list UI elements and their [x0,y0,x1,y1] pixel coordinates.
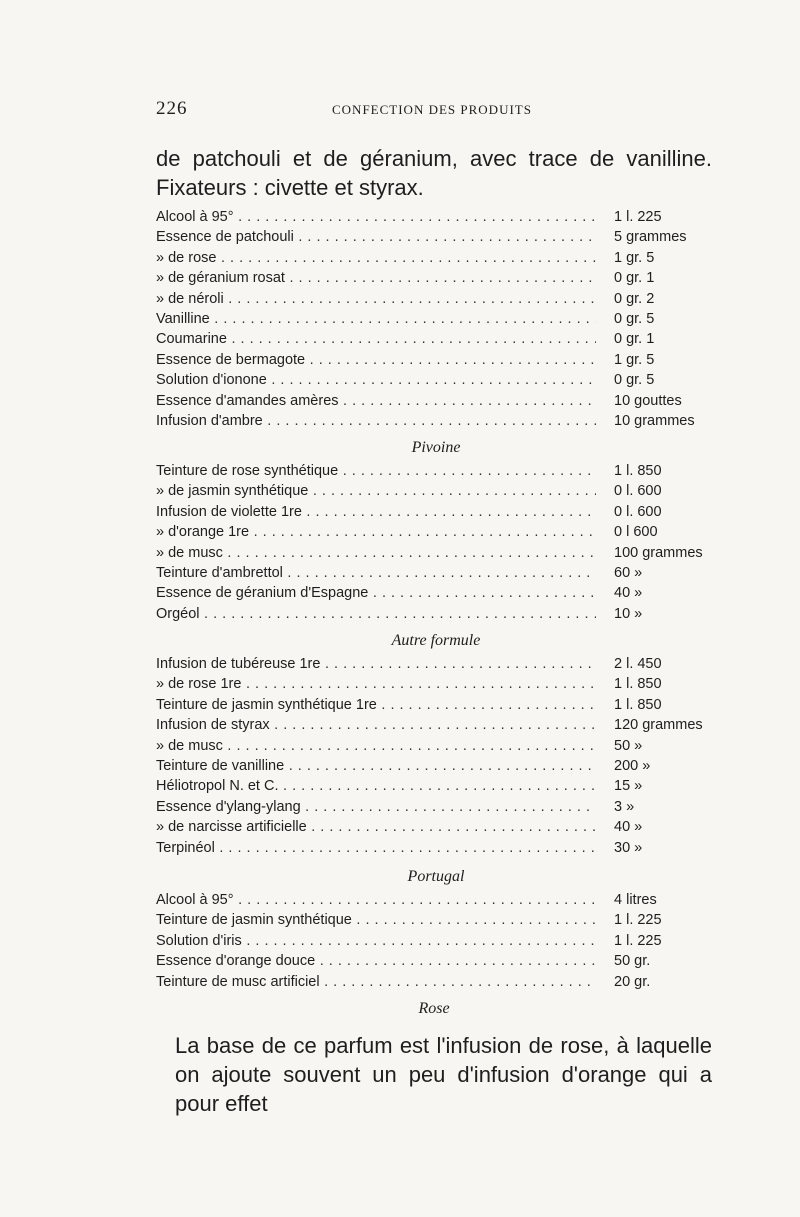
ingredient-quantity: 0 gr. 5 [614,310,655,327]
recipe-row [156,522,716,542]
section-title-portugal: Portugal [407,868,465,885]
ingredient-label: Teinture de vanilline . . . [156,756,596,776]
recipe-row [156,207,716,227]
recipe-list-pivoine [156,437,716,624]
recipe-row [156,736,716,756]
recipe-row [156,838,716,858]
ingredient-label: » de jasmin synthétique . . . [156,481,596,501]
ingredient-quantity: 2 l. 450 [614,656,662,672]
recipe-row [156,972,716,992]
ingredient-label: Terpinéol . . . [156,838,596,858]
recipe-row [156,674,716,694]
ingredient-label: Héliotropol N. et C. . . . [156,776,596,796]
ingredient-quantity: 1 gr. 5 [614,351,655,368]
recipe-row [156,563,716,583]
ingredient-quantity: 0 l. 600 [614,503,662,520]
ingredient-label: » de narcisse artificielle . . . [156,817,596,837]
recipe-row [156,543,716,563]
ingredient-quantity: 40 » [614,819,643,836]
ingredient-label: » d'orange 1re . . . [156,522,596,542]
ingredient-quantity: 10 gouttes [614,392,682,409]
recipe-list-portugal [156,866,716,992]
ingredient-label: Teinture de rose synthétique . . . [156,461,596,481]
ingredient-quantity: 0 gr. 1 [614,331,655,348]
ingredient-label: Infusion de violette 1re . . . [156,502,596,522]
ingredient-label: Essence d'ylang-ylang . . . [156,797,596,817]
recipe-row [156,502,716,522]
ingredient-label: » de rose 1re . . . [156,674,596,694]
ingredient-label: » de rose . . . [156,248,596,268]
recipe-row [156,461,716,481]
ingredient-quantity: 0 gr. 5 [614,372,655,389]
recipe-row [156,268,716,288]
recipe-row [156,654,716,674]
recipe-row [156,797,716,817]
ingredient-label: Teinture d'ambrettol . . . [156,563,596,583]
ingredient-quantity: 100 grammes [614,544,703,561]
ingredient-label: Alcool à 95° . . . [156,890,596,910]
section-title-rose: Rose [418,1000,450,1017]
ingredient-quantity: 1 l. 850 [614,463,662,479]
ingredient-label: Coumarine . . . [156,329,596,349]
ingredient-quantity: 0 gr. 1 [614,270,655,287]
recipe-row [156,289,716,309]
recipe-row [156,890,716,910]
ingredient-quantity: 5 grammes [614,229,687,246]
recipe-row [156,329,716,349]
ingredient-quantity: 50 » [614,737,643,754]
ingredient-label: Infusion de styrax . . . [156,715,596,735]
ingredient-quantity: 50 gr. [614,953,651,970]
recipe-row [156,910,716,930]
section-title-pivoine: Pivoine [411,439,461,456]
section-title-autre-formule: Autre formule [391,632,481,649]
ingredient-label: Alcool à 95° . . . [156,207,596,227]
recipe-row [156,248,716,268]
page-header [156,98,712,122]
ingredient-label: Solution d'ionone . . . [156,370,596,390]
ingredient-label: Vanilline . . . [156,309,596,329]
recipe-row [156,695,716,715]
ingredient-label: Essence de géranium d'Espagne . . . [156,583,596,603]
recipe-row [156,817,716,837]
ingredient-label: » de néroli . . . [156,289,596,309]
recipe-row [156,370,716,390]
ingredient-quantity: 40 » [614,585,643,602]
ingredient-label: » de géranium rosat . . . [156,268,596,288]
ingredient-quantity: 60 » [614,564,643,581]
ingredient-quantity: 1 l. 225 [614,209,662,225]
recipe-row [156,951,716,971]
ingredient-label: Essence d'amandes amères . . . [156,391,596,411]
ingredient-quantity: 0 l. 600 [614,483,662,500]
ingredient-label: Teinture de jasmin synthétique . . . [156,910,596,930]
ingredient-quantity: 1 l. 225 [614,932,662,949]
page-number: 226 [156,98,188,119]
ingredient-label: Solution d'iris . . . [156,931,596,951]
ingredient-quantity: 0 gr. 2 [614,290,655,307]
recipe-row [156,776,716,796]
ingredient-label: Essence de patchouli . . . [156,227,596,247]
ingredient-label: Infusion d'ambre . . . [156,411,596,431]
recipe-row [156,481,716,501]
recipe-row [156,309,716,329]
recipe-list-main [156,207,716,431]
ingredient-quantity: 1 l. 850 [614,696,662,713]
ingredient-quantity: 120 grammes [614,717,703,734]
recipe-list-autre [156,630,716,858]
ingredient-quantity: 200 » [614,757,651,774]
ingredient-label: Essence d'orange douce . . . [156,951,596,971]
ingredient-label: Essence de bermagote . . . [156,350,596,370]
running-title: CONFECTION DES PRODUITS [332,102,532,117]
ingredient-label: Orgéol . . . [156,604,596,624]
ingredient-quantity: 4 litres [614,892,657,908]
ingredient-quantity: 1 gr. 5 [614,249,655,266]
ingredient-quantity: 0 l 600 [614,524,658,541]
recipe-row [156,604,716,624]
ingredient-quantity: 10 grammes [614,412,695,429]
ingredient-quantity: 3 » [614,798,635,815]
ingredient-label: Infusion de tubéreuse 1re . . . [156,654,596,674]
closing-paragraph: La base de ce parfum est l'infusion de rose, à laquelle on ajoute souvent un peu d'infusion d'orange qui a pour effet [175,1033,712,1116]
ingredient-quantity: 1 l. 850 [614,676,662,693]
ingredient-quantity: 30 » [614,839,643,856]
ingredient-label: Teinture de musc artificiel . . . [156,972,596,992]
intro-paragraph: de patchouli et de géranium, avec trace de vanilline. Fixateurs : civette et styrax. [156,146,712,200]
recipe-row [156,756,716,776]
recipe-row [156,350,716,370]
ingredient-quantity: 10 » [614,605,643,622]
recipe-row [156,411,716,431]
recipe-row [156,931,716,951]
ingredient-label: Teinture de jasmin synthétique 1re . . . [156,695,596,715]
recipe-row [156,715,716,735]
ingredient-quantity: 1 l. 225 [614,912,662,929]
recipe-row [156,227,716,247]
ingredient-label: » de musc . . . [156,736,596,756]
ingredient-label: » de musc . . . [156,543,596,563]
recipe-row [156,583,716,603]
recipe-row [156,391,716,411]
ingredient-quantity: 20 gr. [614,973,651,990]
ingredient-quantity: 15 » [614,778,643,795]
